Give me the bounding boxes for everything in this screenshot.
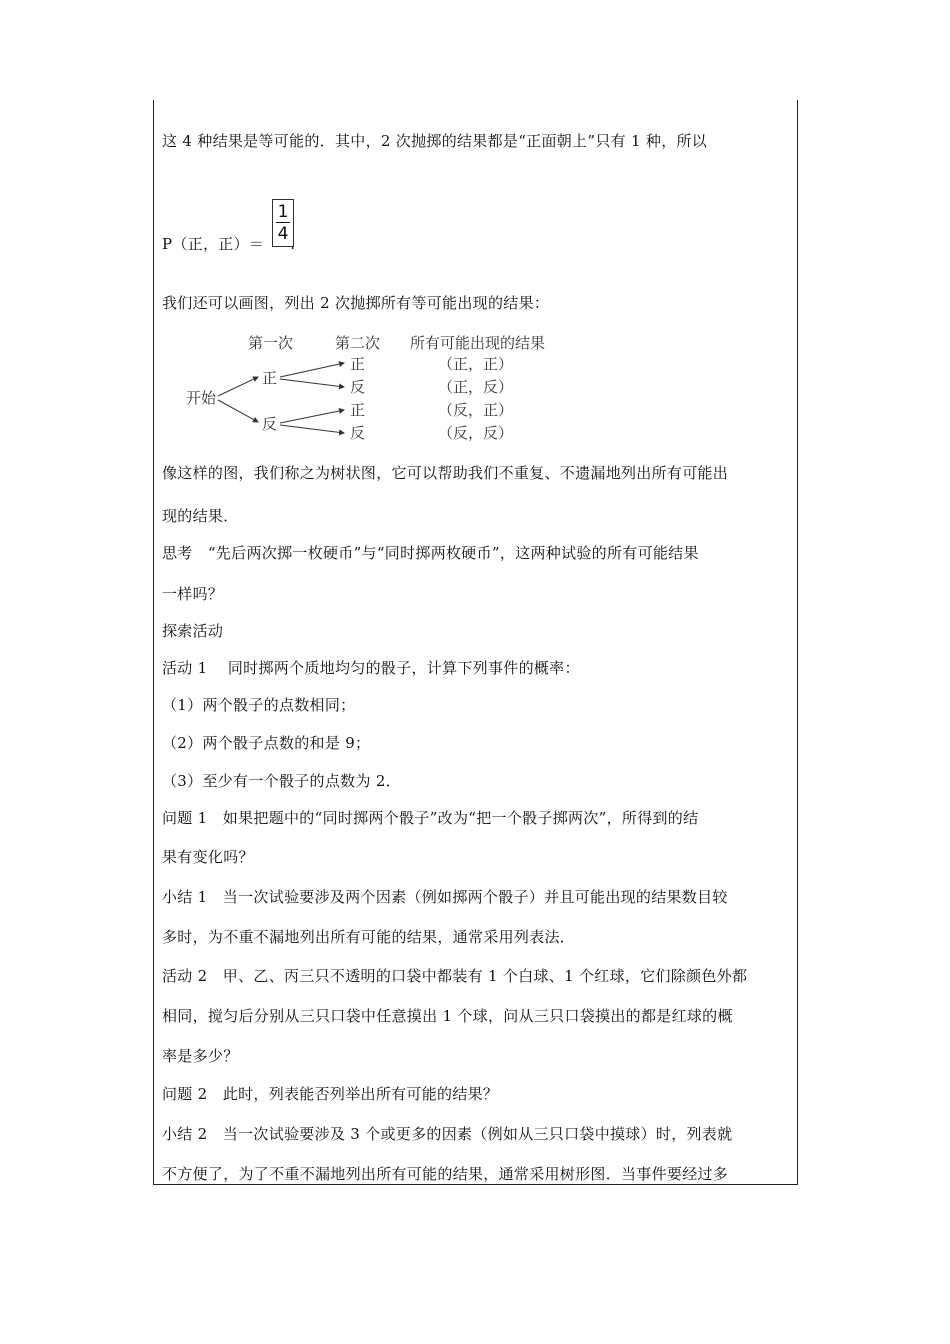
tree-leaf: 反: [350, 424, 366, 442]
tree-leaf: 反: [350, 378, 366, 396]
text-line: 这 4 种结果是等可能的．其中，2 次抛掷的结果都是“正面朝上”只有 1 种，所以: [162, 132, 708, 150]
tree-branch: [218, 400, 258, 422]
tree-result: （反，正）: [438, 401, 514, 419]
text-line: 问题 1 如果把题中的“同时掷两个骰子”改为“把一个骰子掷两次”，所得到的结: [162, 809, 699, 827]
text-line: 小结 1 当一次试验要涉及两个因素（例如掷两个骰子）并且可能出现的结果数目较: [162, 888, 728, 906]
fraction-denominator: 4: [277, 224, 289, 244]
tree-leaf: 正: [350, 355, 366, 373]
text-line: 活动 1 同时掷两个质地均匀的骰子，计算下列事件的概率：: [162, 659, 580, 677]
text-line: 一样吗？: [162, 585, 224, 603]
text-line: 相同，搅匀后分别从三只口袋中任意摸出 1 个球，问从三只口袋摸出的都是红球的概: [162, 1007, 733, 1025]
text-line: 多时，为不重不漏地列出所有可能的结果，通常采用列表法．: [162, 928, 576, 946]
text-line: 我们还可以画图，列出 2 次抛掷所有等可能出现的结果：: [162, 294, 550, 312]
text-line: 像这样的图，我们称之为树状图，它可以帮助我们不重复、不遗漏地列出所有可能出: [162, 464, 729, 482]
tree-branch: [280, 379, 344, 387]
tree-branch: [280, 363, 344, 377]
text-line: 问题 2 此时，列表能否列举出所有可能的结果？: [162, 1085, 499, 1103]
tree-header-results: 所有可能出现的结果: [410, 334, 546, 352]
fraction-one-quarter: [272, 199, 294, 247]
tree-header-second: 第二次: [335, 334, 381, 352]
fraction-numerator: 1: [277, 202, 289, 222]
list-item: （2）两个骰子点数的和是 9；: [162, 734, 371, 752]
tree-diagram: [180, 325, 600, 450]
text-line: 小结 2 当一次试验要涉及 3 个或更多的因素（例如从三只口袋中摸球）时，列表就: [162, 1125, 733, 1143]
list-item: （3）至少有一个骰子的点数为 2．: [162, 772, 401, 790]
text-line: 思考 “先后两次掷一枚硬币”与“同时掷两枚硬币”，这两种试验的所有可能结果: [162, 544, 699, 562]
tree-result: （正，反）: [438, 378, 514, 396]
tree-start-node: 开始: [186, 389, 217, 407]
text-line: 现的结果．: [162, 507, 239, 525]
tree-result: （正，正）: [438, 355, 514, 373]
tree-branch: [218, 377, 258, 396]
probability-prefix: P（正，正）＝: [162, 235, 265, 253]
text-line: 活动 2 甲、乙、丙三只不透明的口袋中都装有 1 个白球、1 个红球，它们除颜色外都: [162, 967, 748, 985]
fraction-bar: [276, 222, 290, 223]
tree-branch: [280, 410, 344, 423]
section-heading: 探索活动: [162, 622, 224, 640]
text-line: 不方便了，为了不重不漏地列出所有可能的结果，通常采用树形图．当事件要经过多: [162, 1165, 729, 1183]
text-line: 率是多少？: [162, 1047, 239, 1065]
text-line: 果有变化吗？: [162, 848, 254, 866]
probability-suffix: .: [290, 235, 296, 253]
tree-first-tails: 反: [262, 415, 278, 433]
tree-header-first: 第一次: [248, 334, 294, 352]
list-item: （1）两个骰子的点数相同；: [162, 696, 356, 714]
tree-result: （反，反）: [438, 424, 514, 442]
tree-first-heads: 正: [262, 369, 278, 387]
tree-branch: [280, 425, 344, 433]
tree-leaf: 正: [350, 401, 366, 419]
